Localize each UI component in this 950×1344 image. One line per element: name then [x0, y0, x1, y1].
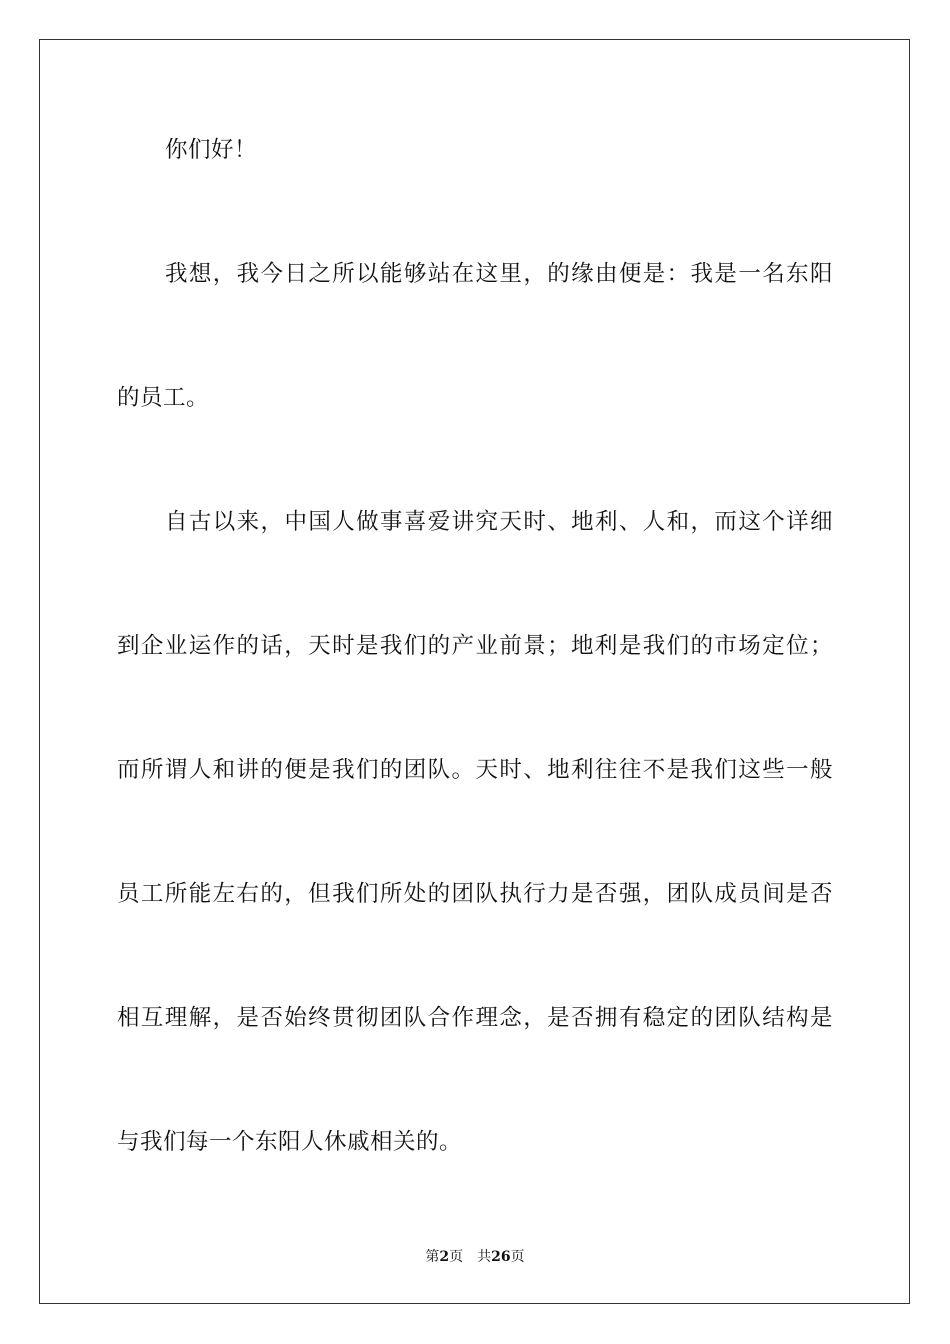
paragraph-2-line-1: 自古以来，中国人做事喜爱讲究天时、地利、人和，而这个详细 — [165, 509, 833, 535]
paragraph-2-line-2: 到企业运作的话，天时是我们的产业前景；地利是我们的市场定位； — [117, 633, 833, 659]
footer-page-prefix: 第 — [425, 1249, 440, 1265]
footer-total-suffix: 页 — [510, 1249, 525, 1265]
paragraph-2-line-5: 相互理解，是否始终贯彻团队合作理念，是否拥有稳定的团队结构是 — [117, 1005, 833, 1031]
greeting-line: 你们好！ — [165, 137, 258, 163]
page-border — [39, 39, 910, 1304]
footer-total-pages: 26 — [491, 1249, 511, 1265]
page-footer — [0, 1247, 950, 1267]
paragraph-2-line-3: 而所谓人和讲的便是我们的团队。天时、地利往往不是我们这些一般 — [117, 757, 833, 783]
footer-page-number: 2 — [439, 1249, 450, 1265]
footer-total-prefix: 共 — [477, 1249, 492, 1265]
paragraph-2-line-6: 与我们每一个东阳人休戚相关的。 — [117, 1129, 463, 1155]
paragraph-1-line-2: 的员工。 — [117, 385, 210, 411]
footer-page-suffix: 页 — [449, 1249, 464, 1265]
paragraph-2-line-4: 员工所能左右的，但我们所处的团队执行力是否强，团队成员间是否 — [117, 881, 833, 907]
paragraph-1-line-1: 我想，我今日之所以能够站在这里，的缘由便是：我是一名东阳 — [165, 261, 833, 287]
